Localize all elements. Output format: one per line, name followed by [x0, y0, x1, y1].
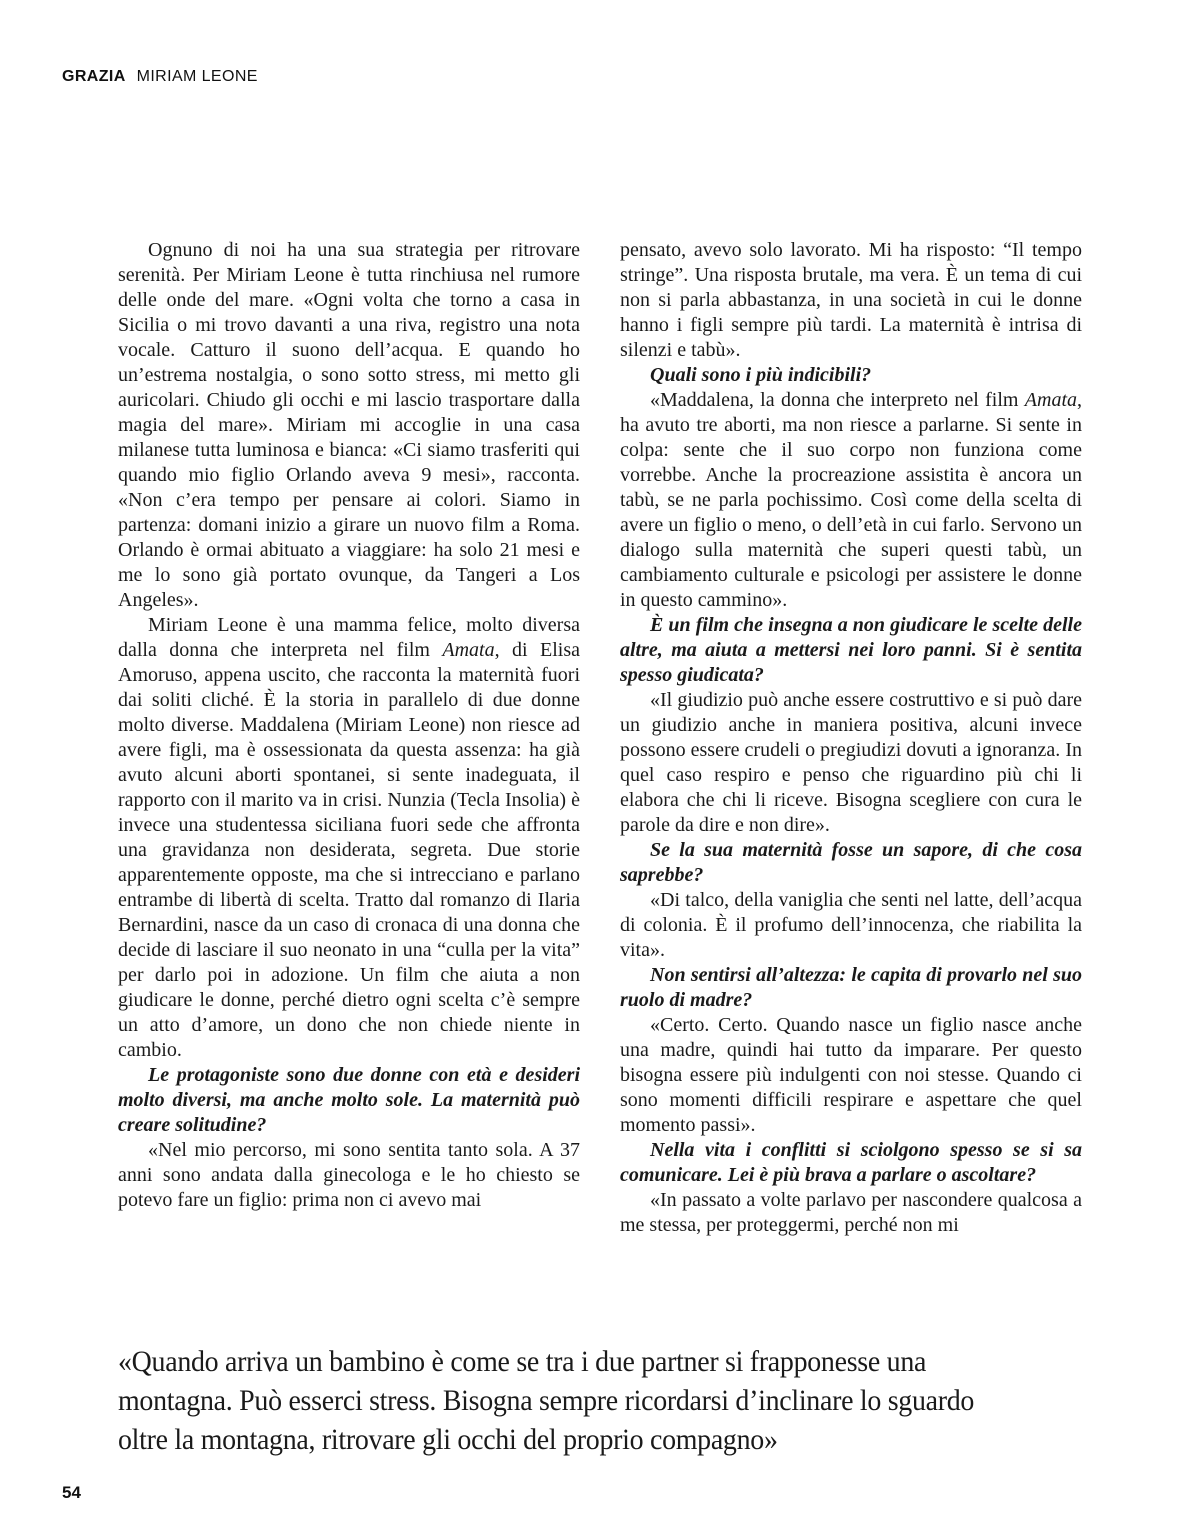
- pull-quote-line-2: montagna. Può esserci stress. Bisogna sempre ricordarsi d’inclinare lo sguardo: [118, 1384, 975, 1417]
- section-title: MIRIAM LEONE: [136, 68, 258, 85]
- interview-answer-5: «Certo. Certo. Quando nasce un figlio nasce anche una madre, quindi hai tutto da imparare. Per questo bisogna essere più indulgenti con noi stesse. Quando ci sono momenti difficili respirare e aspettare che quel momento passi».: [620, 1014, 1082, 1136]
- interview-answer-6: «In passato a volte parlavo per nascondere qualcosa a me stessa, per proteggermi, perché non mi: [620, 1189, 1082, 1236]
- page-number: 54: [62, 1483, 81, 1502]
- film-paragraph-end: , di Elisa Amoruso, appena uscito, che racconta la maternità fuori dai soliti cliché. È la storia in parallelo di due donne molto diverse. Maddalena (Miriam Leone) non riesce ad avere figli, ma è ossessionata da questa assenza: ha già avuto alcuni aborti spontanei, si sente inadeguata, il rapporto con il marito va in crisi. Nunzia (Tecla Insolia) è invece una studentessa siciliana fuori sede che affronta una gravidanza non desiderata, segreta. Due storie apparentemente opposte, ma che si intrecciano e parlano entrambe di libertà di scelta. Tratto dal romanzo di Ilaria Bernardini, nasce da un caso di cronaca di una donna che decide di lasciare il suo neonato in una “culla per la vita” per darlo poi in adozione. Un film che aiuta a non giudicare le donne, perché dietro ogni scelta c’è sempre un atto d’amore, un dono che non chiede niente in cambio.: [118, 639, 580, 1061]
- interview-answer-2: [620, 388, 1082, 613]
- interview-answer-4: «Di talco, della vaniglia che senti nel latte, dell’acqua di colonia. È il profumo dell’innocenza, che riabilita la vita».: [620, 889, 1082, 961]
- answer-2-start: «Maddalena, la donna che interpreto nel film: [650, 389, 1025, 411]
- interview-question-3: È un film che insegna a non giudicare le scelte delle altre, ma aiuta a mettersi nei loro panni. Si è sentita spesso giudicata?: [620, 614, 1082, 686]
- page-header: [62, 68, 258, 86]
- intro-paragraph: Ognuno di noi ha una sua strategia per ritrovare serenità. Per Miriam Leone è tutta rinchiusa nel rumore delle onde del mare. «Ogni volta che torno a casa in Sicilia o mi trovo davanti a una riva, registro una nota vocale. Catturo il suono dell’acqua. E quando ho un’estrema nostalgia, o sono sotto stress, mi metto gli auricolari. Chiudo gli occhi e mi lascio trasportare dalla magia del mare». Miriam mi accoglie in una casa milanese tutta luminosa e bianca: «Ci siamo trasferiti qui quando mio figlio Orlando aveva 9 mesi», racconta. «Non c’era tempo per pensare ai colori. Siamo in partenza: domani inizio a girare un nuovo film a Roma. Orlando è ormai abituato a viaggiare: ha solo 21 mesi e me lo sono già portato ovunque, da Tangeri a Los Angeles».: [118, 239, 580, 611]
- interview-answer-1: «Nel mio percorso, mi sono sentita tanto sola. A 37 anni sono andata dalla ginecologa e le ho chiesto se potevo fare un figlio: prima non ci avevo mai: [118, 1139, 580, 1211]
- film-paragraph: [118, 613, 580, 1063]
- interview-question-4: Se la sua maternità fosse un sapore, di che cosa saprebbe?: [620, 839, 1082, 886]
- interview-question-1: Le protagoniste sono due donne con età e desideri molto diversi, ma anche molto sole. La maternità può creare solitudine?: [118, 1064, 580, 1136]
- magazine-brand: GRAZIA: [62, 68, 126, 85]
- film-title: Amata: [1024, 389, 1077, 411]
- article-body: [118, 238, 1082, 1238]
- pull-quote: [118, 1342, 974, 1459]
- right-column: [620, 238, 1082, 1238]
- interview-question-5: Non sentirsi all’altezza: le capita di provarlo nel suo ruolo di madre?: [620, 964, 1082, 1011]
- pull-quote-line-3: oltre la montagna, ritrovare gli occhi del proprio compagno»: [118, 1423, 778, 1456]
- left-column: [118, 238, 580, 1238]
- interview-question-6: Nella vita i conflitti si sciolgono spesso se si sa comunicare. Lei è più brava a parlare o ascoltare?: [620, 1139, 1082, 1186]
- interview-question-2: Quali sono i più indicibili?: [650, 364, 872, 386]
- film-paragraph-start: Miriam Leone è una mamma felice, molto diversa dalla donna che interpreta nel film: [118, 614, 580, 661]
- answer-2-end: , ha avuto tre aborti, ma non riesce a parlarne. Si sente in colpa: sente che il suo corpo non funziona come vorrebbe. Anche la procreazione assistita è ancora un tabù, se ne parla pochissimo. Così come della scelta di avere un figlio o meno, o dell’età in cui farlo. Servono un dialogo sulla maternità che superi questi tabù, un cambiamento culturale e psicologi per assistere le donne in questo cammino».: [620, 389, 1082, 611]
- film-title: Amata: [442, 639, 495, 661]
- interview-answer-3: «Il giudizio può anche essere costruttivo e si può dare un giudizio anche in maniera positiva, alcuni invece possono essere crudeli o pregiudizi dovuti a ignoranza. In quel caso respiro e penso che riguardino più chi li elabora che chi li riceve. Bisogna scegliere con cura le parole da dire e non dire».: [620, 689, 1082, 836]
- pull-quote-line-1: «Quando arriva un bambino è come se tra i due partner si frapponesse una: [118, 1345, 927, 1378]
- interview-answer-1-continued: pensato, avevo solo lavorato. Mi ha risposto: “Il tempo stringe”. Una risposta brutale, ma vera. È un tema di cui non si parla abbastanza, in una società in cui le donne hanno i figli sempre più tardi. La maternità è intrisa di silenzi e tabù».: [620, 239, 1082, 361]
